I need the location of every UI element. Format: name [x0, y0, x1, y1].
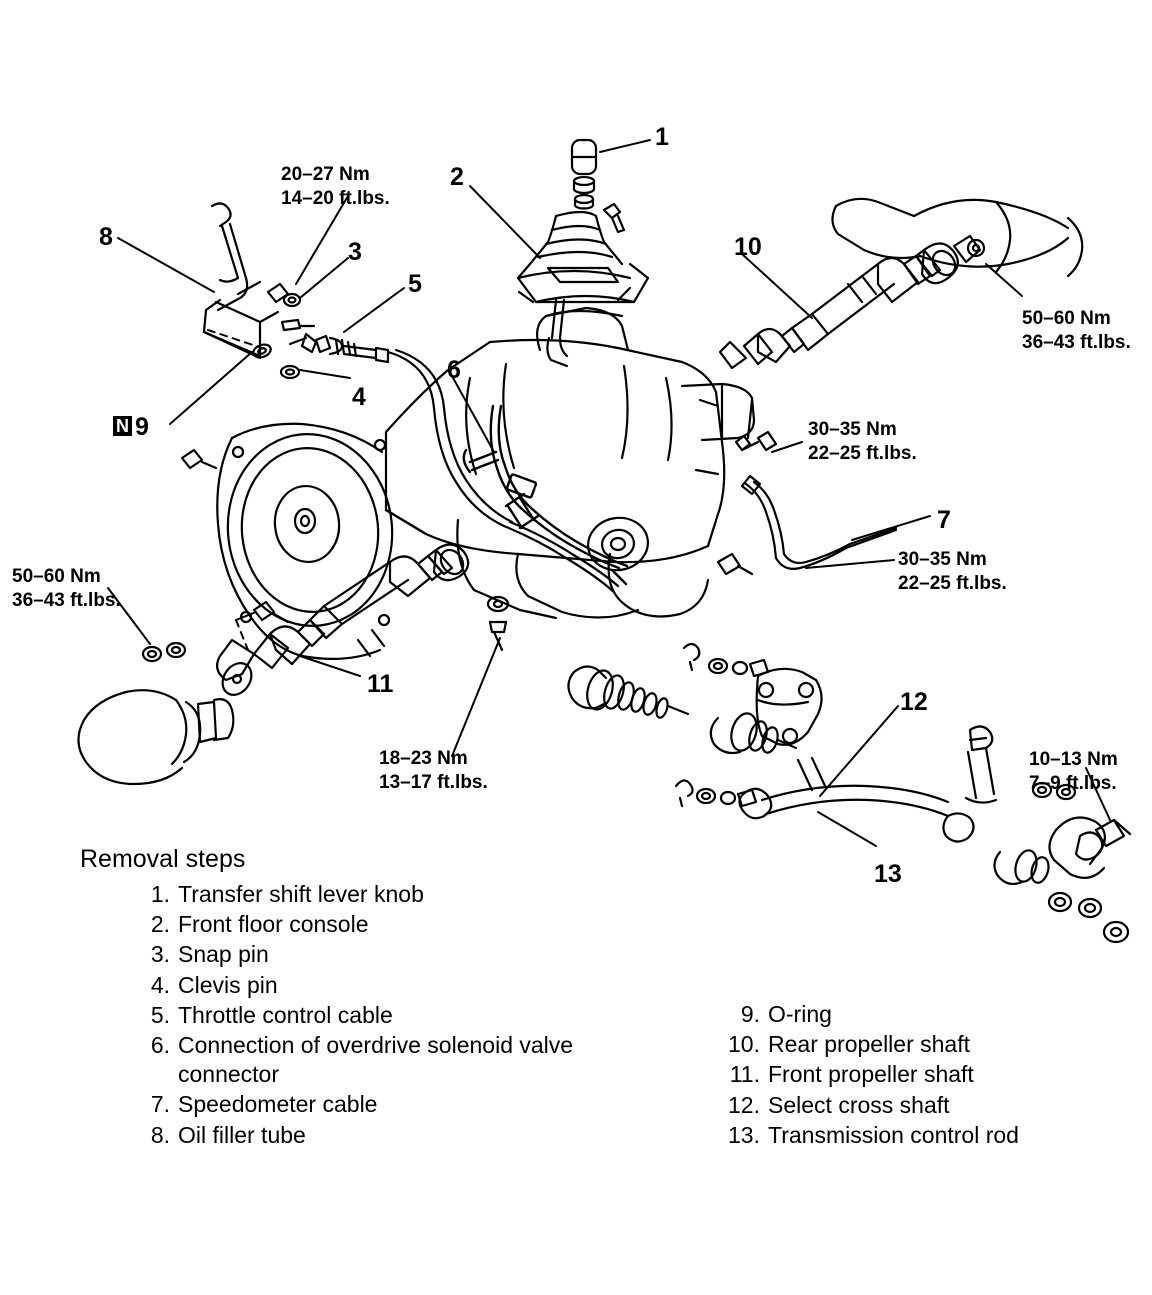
list-item	[128, 1121, 648, 1150]
list-item	[718, 1030, 1138, 1059]
leader-lines	[108, 140, 1110, 846]
removal-steps-list-left	[128, 880, 648, 1151]
torque-label-30-35nm-upper	[808, 418, 917, 466]
step-label: Transmission control rod	[768, 1121, 1019, 1148]
step-number: 11.	[729, 1061, 760, 1088]
list-item	[128, 880, 648, 909]
callout-2: 2	[450, 163, 464, 191]
step-label: Snap pin	[178, 941, 269, 968]
step-number: 8.	[150, 1121, 170, 1148]
callout-9: 9	[135, 413, 149, 441]
torque-label-10-13nm	[1029, 748, 1118, 796]
step-number: 12.	[728, 1091, 760, 1118]
callout-1: 1	[655, 123, 669, 151]
removal-steps-heading: Removal steps	[80, 845, 246, 873]
torque-label-20-27nm	[281, 163, 390, 211]
step-label: Select cross shaft	[768, 1091, 950, 1118]
torque-ftlbs: 36–43 ft.lbs.	[1022, 331, 1131, 353]
callout-10: 10	[734, 233, 762, 261]
n-mark-box: N	[113, 416, 132, 436]
torque-ftlbs: 22–25 ft.lbs.	[808, 442, 917, 464]
o-ring-art	[251, 342, 272, 359]
torque-ftlbs: 13–17 ft.lbs.	[379, 771, 488, 793]
step-number: 1.	[150, 881, 170, 907]
step-number: 7.	[150, 1091, 170, 1118]
step-number: 9.	[740, 1001, 760, 1027]
torque-label-50-60nm-front	[12, 565, 121, 613]
transfer-shift-lever-knob-art	[572, 140, 596, 209]
callout-3: 3	[348, 238, 362, 266]
list-item	[128, 940, 648, 969]
callout-6: 6	[447, 356, 461, 384]
step-number: 4.	[150, 971, 170, 998]
callout-13: 13	[874, 860, 902, 888]
snap-pin-clevis-pin-art	[182, 284, 314, 468]
step-label: Rear propeller shaft	[768, 1031, 970, 1058]
list-item	[128, 910, 648, 939]
torque-nm: 30–35 Nm	[808, 419, 897, 440]
list-item	[718, 1060, 1138, 1089]
step-label: Throttle control cable	[178, 1001, 393, 1028]
step-label: Transfer shift lever knob	[178, 881, 424, 907]
shift-lever-stick-art	[547, 300, 567, 366]
step-label: Connection of overdrive solenoid valve connector	[178, 1032, 574, 1088]
list-item	[128, 971, 648, 1000]
torque-label-30-35nm-lower	[898, 548, 1007, 596]
torque-ftlbs: 36–43 ft.lbs.	[12, 589, 121, 611]
list-item	[718, 1121, 1138, 1150]
list-item	[128, 1001, 648, 1030]
torque-label-18-23nm	[379, 747, 488, 795]
torque-nm: 10–13 Nm	[1029, 749, 1118, 770]
step-number: 5.	[150, 1001, 170, 1028]
list-item	[718, 1000, 1138, 1029]
callout-4: 4	[352, 383, 366, 411]
step-label: Oil filler tube	[178, 1121, 306, 1148]
step-label: Front propeller shaft	[768, 1061, 974, 1088]
step-number: 3.	[150, 941, 170, 968]
list-item	[128, 1031, 648, 1089]
step-label: Clevis pin	[178, 971, 278, 998]
select-cross-shaft-art	[568, 644, 973, 842]
step-number: 13.	[728, 1121, 760, 1148]
front-prop-flange-bolts-art	[143, 602, 288, 661]
front-floor-console-art	[518, 204, 648, 302]
transmission-body-art	[217, 308, 754, 659]
removal-steps-list-right	[718, 1000, 1138, 1151]
step-number: 6.	[150, 1032, 170, 1059]
torque-nm: 50–60 Nm	[12, 566, 101, 587]
step-label: Speedometer cable	[178, 1091, 378, 1118]
step-label: Front floor console	[178, 911, 369, 938]
torque-nm: 18–23 Nm	[379, 748, 468, 769]
torque-nm: 50–60 Nm	[1022, 308, 1111, 329]
callout-5: 5	[408, 270, 422, 298]
torque-nm: 20–27 Nm	[281, 164, 370, 185]
step-number: 10.	[728, 1031, 760, 1058]
step-label: O-ring	[768, 1001, 832, 1027]
torque-ftlbs: 14–20 ft.lbs.	[281, 187, 390, 209]
callout-11: 11	[367, 670, 394, 698]
torque-nm: 30–35 Nm	[898, 549, 987, 570]
callout-12: 12	[900, 688, 928, 716]
step-number: 2.	[150, 911, 170, 938]
torque-ftlbs: 7–9 ft.lbs.	[1029, 772, 1117, 794]
torque-ftlbs: 22–25 ft.lbs.	[898, 572, 1007, 594]
torque-label-50-60nm-rear	[1022, 307, 1131, 355]
callout-8: 8	[99, 223, 113, 251]
n-mark-callout-9	[113, 415, 149, 440]
list-item	[718, 1091, 1138, 1120]
oil-filler-tube-art	[204, 203, 278, 358]
list-item	[128, 1090, 648, 1119]
callout-7: 7	[937, 506, 951, 534]
